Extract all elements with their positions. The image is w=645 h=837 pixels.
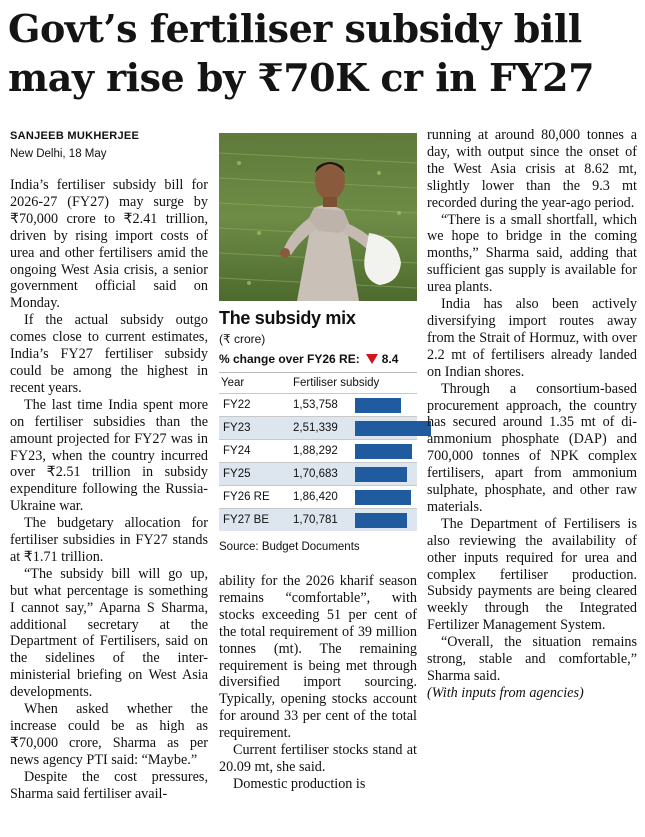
- paragraph: The budgetary allocation for fertiliser subsidies in FY27 stands at ₹1.71 trillion.: [10, 515, 208, 565]
- subsidy-chart: [219, 308, 417, 553]
- chart-row-value: 1,53,758: [293, 399, 338, 411]
- chart-row-year: FY26 RE: [223, 491, 270, 503]
- credit-line: (With inputs from agencies): [427, 684, 584, 701]
- chart-bar: [355, 467, 407, 482]
- chart-change-value: 8.4: [381, 352, 399, 366]
- dateline: New Delhi, 18 May: [10, 148, 107, 160]
- paragraph: Current fertiliser stocks stand at 20.09 mt, she said.: [219, 742, 417, 775]
- paragraph: “There is a small shortfall, which we hope to bridge in the coming months,” Sharma said, adding that sufficient gas supply is available for urea plants.: [427, 211, 637, 296]
- paragraph: When asked whether the increase could be as high as ₹70,000 crore, Sharma as per news agency PTI said: “Maybe.”: [10, 701, 208, 768]
- chart-row: [219, 508, 417, 531]
- chart-bar-track: [355, 398, 417, 413]
- chart-row-value: 1,86,420: [293, 491, 338, 503]
- column-1: [10, 177, 208, 803]
- column-3: [427, 127, 637, 702]
- paragraph: Domestic production is: [233, 775, 366, 792]
- down-triangle-icon: [366, 354, 378, 364]
- chart-rows: [219, 393, 417, 531]
- paragraph: ability for the 2026 kharif season remains “comfortable”, with stocks exceeding 51 per cent of the total requirement of 39 million tonnes (mt). The remaining requirement is being met through diversified import sourcing. Typically, opening stocks account for around 33 per cent of the total requirement.: [219, 573, 417, 742]
- paragraph: “The subsidy bill will go up, but what percentage is something I cannot say,” Aparna S Sharma, additional secretary at the Department of Fertilisers, said on the sidelines of the inter-ministerial briefing on West Asia developments.: [10, 565, 208, 701]
- chart-change-label: % change over FY26 RE:: [219, 352, 360, 366]
- chart-bar: [355, 444, 412, 459]
- chart-row: [219, 416, 417, 439]
- paragraph: India has also been actively diversifying import routes away from the Strait of Hormuz, with over 2.2 mt of fertilisers already landed on Indian shores.: [427, 296, 637, 380]
- chart-row-year: FY23: [223, 422, 251, 434]
- chart-table-header: [219, 373, 417, 393]
- paragraph: The Department of Fertilisers is also reviewing the availability of other inputs required for urea and complex fertiliser production. Subsidy payments are being cleared weekly through the Integrated Fertilizer Management System.: [427, 515, 637, 634]
- headline-line-1: Govt’s fertiliser subsidy bill: [8, 6, 582, 51]
- chart-row-value: 2,51,339: [293, 422, 338, 434]
- paragraph: If the actual subsidy outgo comes close to current estimates, India’s FY27 fertiliser subsidy could be among the highest in recent years.: [10, 312, 208, 396]
- chart-row: [219, 393, 417, 416]
- chart-row-year: FY24: [223, 445, 251, 457]
- chart-row-value: 1,70,781: [293, 514, 338, 526]
- chart-row-value: 1,88,292: [293, 445, 338, 457]
- paragraph: India’s fertiliser subsidy bill for 2026-27 (FY27) may surge by ₹70,000 crore to ₹2.41 trillion, driven by rising import costs of urea and other fertilisers amid the ongoing West Asia crisis, a senior government official said on Monday.: [10, 177, 208, 312]
- column-header-year: Year: [221, 377, 245, 389]
- chart-title: The subsidy mix: [219, 308, 356, 328]
- chart-source: Source: Budget Documents: [219, 541, 360, 553]
- chart-row: [219, 485, 417, 508]
- headline-line-2: may rise by ₹70K cr in FY27: [8, 55, 595, 100]
- paragraph: Despite the cost pressures, Sharma said fertiliser avail-: [10, 768, 208, 802]
- farmer-photo: [219, 133, 417, 301]
- chart-bar: [355, 421, 431, 436]
- headline: [8, 4, 638, 102]
- chart-row-year: FY25: [223, 468, 251, 480]
- paragraph: The last time India spent more on fertiliser subsidies than the amount projected for FY27 was in FY23, when the country incurred over ₹2.51 trillion in subsidy expenditure following the Russia-Ukraine war.: [10, 396, 208, 515]
- chart-unit: (₹ crore): [219, 332, 266, 346]
- paragraph: running at around 80,000 tonnes a day, with output since the onset of the West Asia crisis at 8.62 mt, slightly lower than the 9.3 mt recorded during the year-ago period.: [427, 127, 637, 211]
- chart-bar: [355, 490, 411, 505]
- chart-row-value: 1,70,683: [293, 468, 338, 480]
- chart-bar: [355, 513, 407, 528]
- chart-bar-track: [355, 513, 417, 528]
- paragraph: Through a consortium-based procurement approach, the country has secured around 1.35 mt of di-ammonium phosphate (DAP) and 700,000 tonnes of NPK complex fertilisers, apart from ammonium sulphate, phosphate, and other raw materials.: [427, 380, 637, 515]
- chart-bar-track: [355, 444, 417, 459]
- chart-table: [219, 372, 417, 531]
- column-header-subsidy: Fertiliser subsidy: [293, 377, 380, 389]
- chart-bar-track: [355, 421, 417, 436]
- chart-row: [219, 462, 417, 485]
- paragraph: “Overall, the situation remains strong, stable and comfortable,” Sharma said.: [427, 634, 637, 684]
- chart-bar-track: [355, 467, 417, 482]
- chart-bar: [355, 398, 401, 413]
- chart-row-year: FY27 BE: [223, 514, 270, 526]
- column-2: [219, 573, 417, 793]
- byline: SANJEEB MUKHERJEE: [10, 130, 140, 142]
- chart-row: [219, 439, 417, 462]
- chart-change: [219, 352, 417, 366]
- chart-bar-track: [355, 490, 417, 505]
- chart-row-year: FY22: [223, 399, 251, 411]
